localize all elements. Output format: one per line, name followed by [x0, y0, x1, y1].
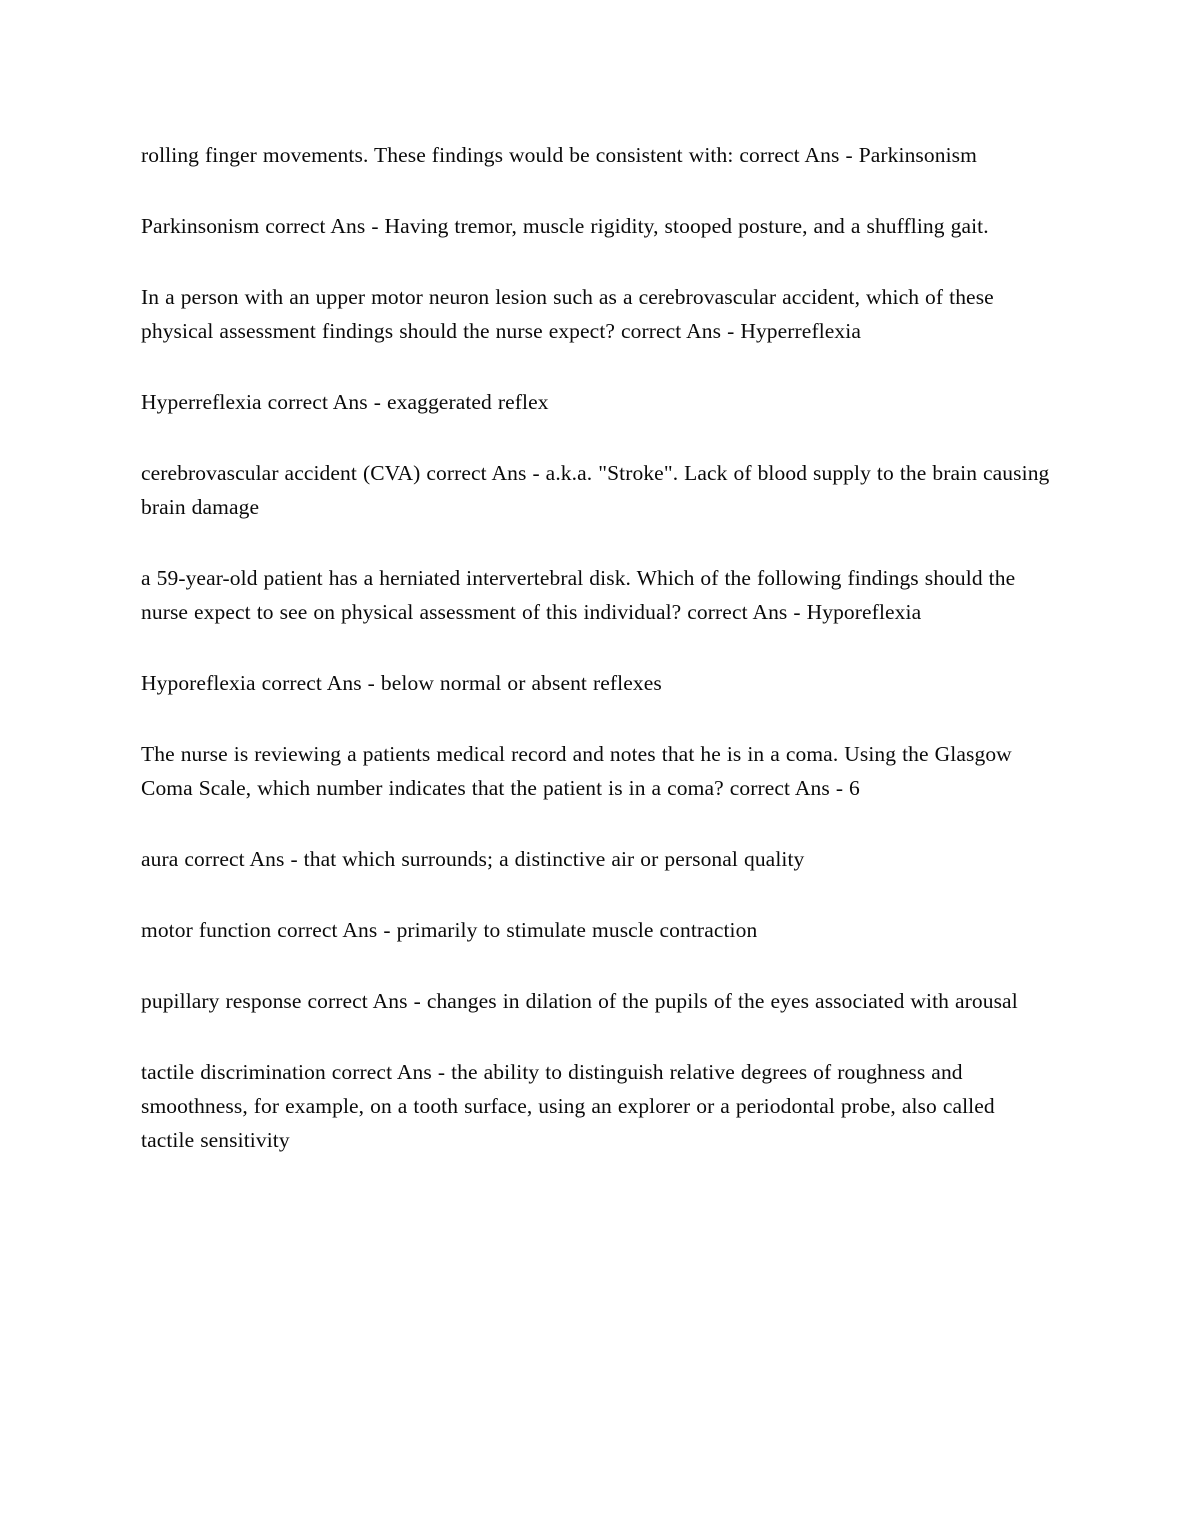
paragraph: tactile discrimination correct Ans - the ability to distinguish relative degrees of roughness and smoothness, for example, on a tooth surface, using an explorer or a periodontal probe, also called tactile sensitivity [141, 1060, 995, 1152]
document-body [141, 138, 1052, 1157]
paragraph: Hyporeflexia correct Ans - below normal or absent reflexes [141, 671, 662, 695]
paragraph: aura correct Ans - that which surrounds; a distinctive air or personal quality [141, 847, 805, 871]
paragraph: rolling finger movements. These findings would be consistent with: correct Ans - Parkinsonism [141, 143, 977, 167]
paragraph: Parkinsonism correct Ans - Having tremor, muscle rigidity, stooped posture, and a shuffling gait. [141, 214, 989, 238]
paragraph: In a person with an upper motor neuron lesion such as a cerebrovascular accident, which of these physical assessment findings should the nurse expect? correct Ans - Hyperreflexia [141, 285, 994, 343]
paragraph: Hyperreflexia correct Ans - exaggerated reflex [141, 390, 549, 414]
paragraph: motor function correct Ans - primarily to stimulate muscle contraction [141, 918, 758, 942]
paragraph: a 59-year-old patient has a herniated intervertebral disk. Which of the following findings should the nurse expect to see on physical assessment of this individual? correct Ans - Hyporeflexia [141, 566, 1016, 624]
paragraph: pupillary response correct Ans - changes in dilation of the pupils of the eyes associated with arousal [141, 989, 1018, 1013]
paragraph: The nurse is reviewing a patients medical record and notes that he is in a coma. Using the Glasgow Coma Scale, which number indicates that the patient is in a coma? correct Ans - 6 [141, 742, 1012, 800]
paragraph: cerebrovascular accident (CVA) correct Ans - a.k.a. "Stroke". Lack of blood supply to the brain causing brain damage [141, 461, 1050, 519]
